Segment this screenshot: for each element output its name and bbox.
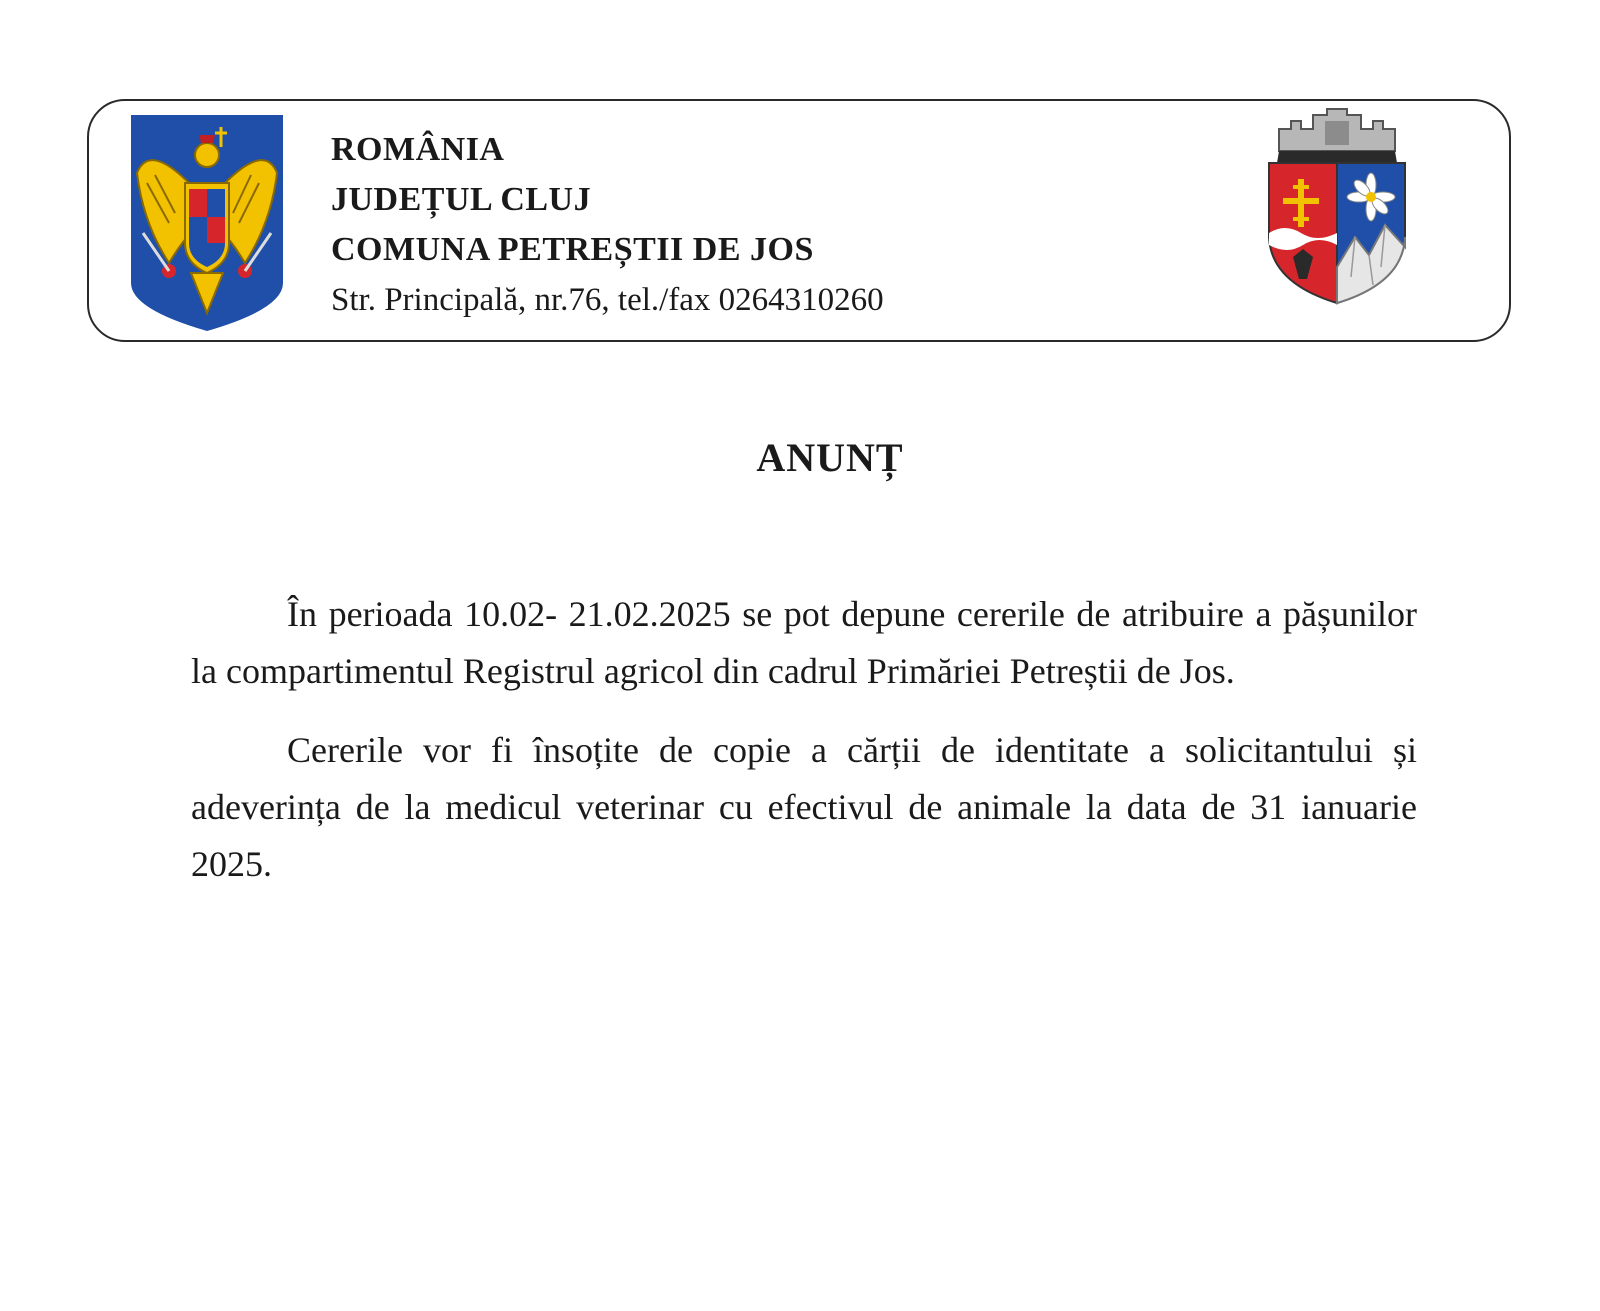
contact-address: Str. Principală, nr.76, tel./fax 0264310260 [331, 282, 884, 318]
commune-name: COMUNA PETREȘTII DE JOS [331, 231, 814, 268]
document-title: ANUNȚ [756, 435, 904, 480]
letterhead [87, 99, 1511, 342]
paragraph: În perioada 10.02- 21.02.2025 se pot depune cererile de atribuire a pășunilor la compartimentul Registrul agricol din cadrul Primăriei Petreștii de Jos. [191, 594, 1417, 691]
country-name: ROMÂNIA [331, 131, 505, 168]
letterhead-text [331, 125, 884, 325]
county-name: JUDEȚUL CLUJ [331, 181, 592, 218]
petrestii-de-jos-coat-of-arms-icon [1257, 107, 1417, 307]
romania-coat-of-arms-icon [129, 113, 285, 333]
document-body [191, 586, 1417, 915]
paragraph: Cererile vor fi însoțite de copie a cărții de identitate a solicitantului și adeverința de la medicul veterinar cu efectivul de animale la data de 31 ianuarie 2025. [191, 730, 1417, 884]
